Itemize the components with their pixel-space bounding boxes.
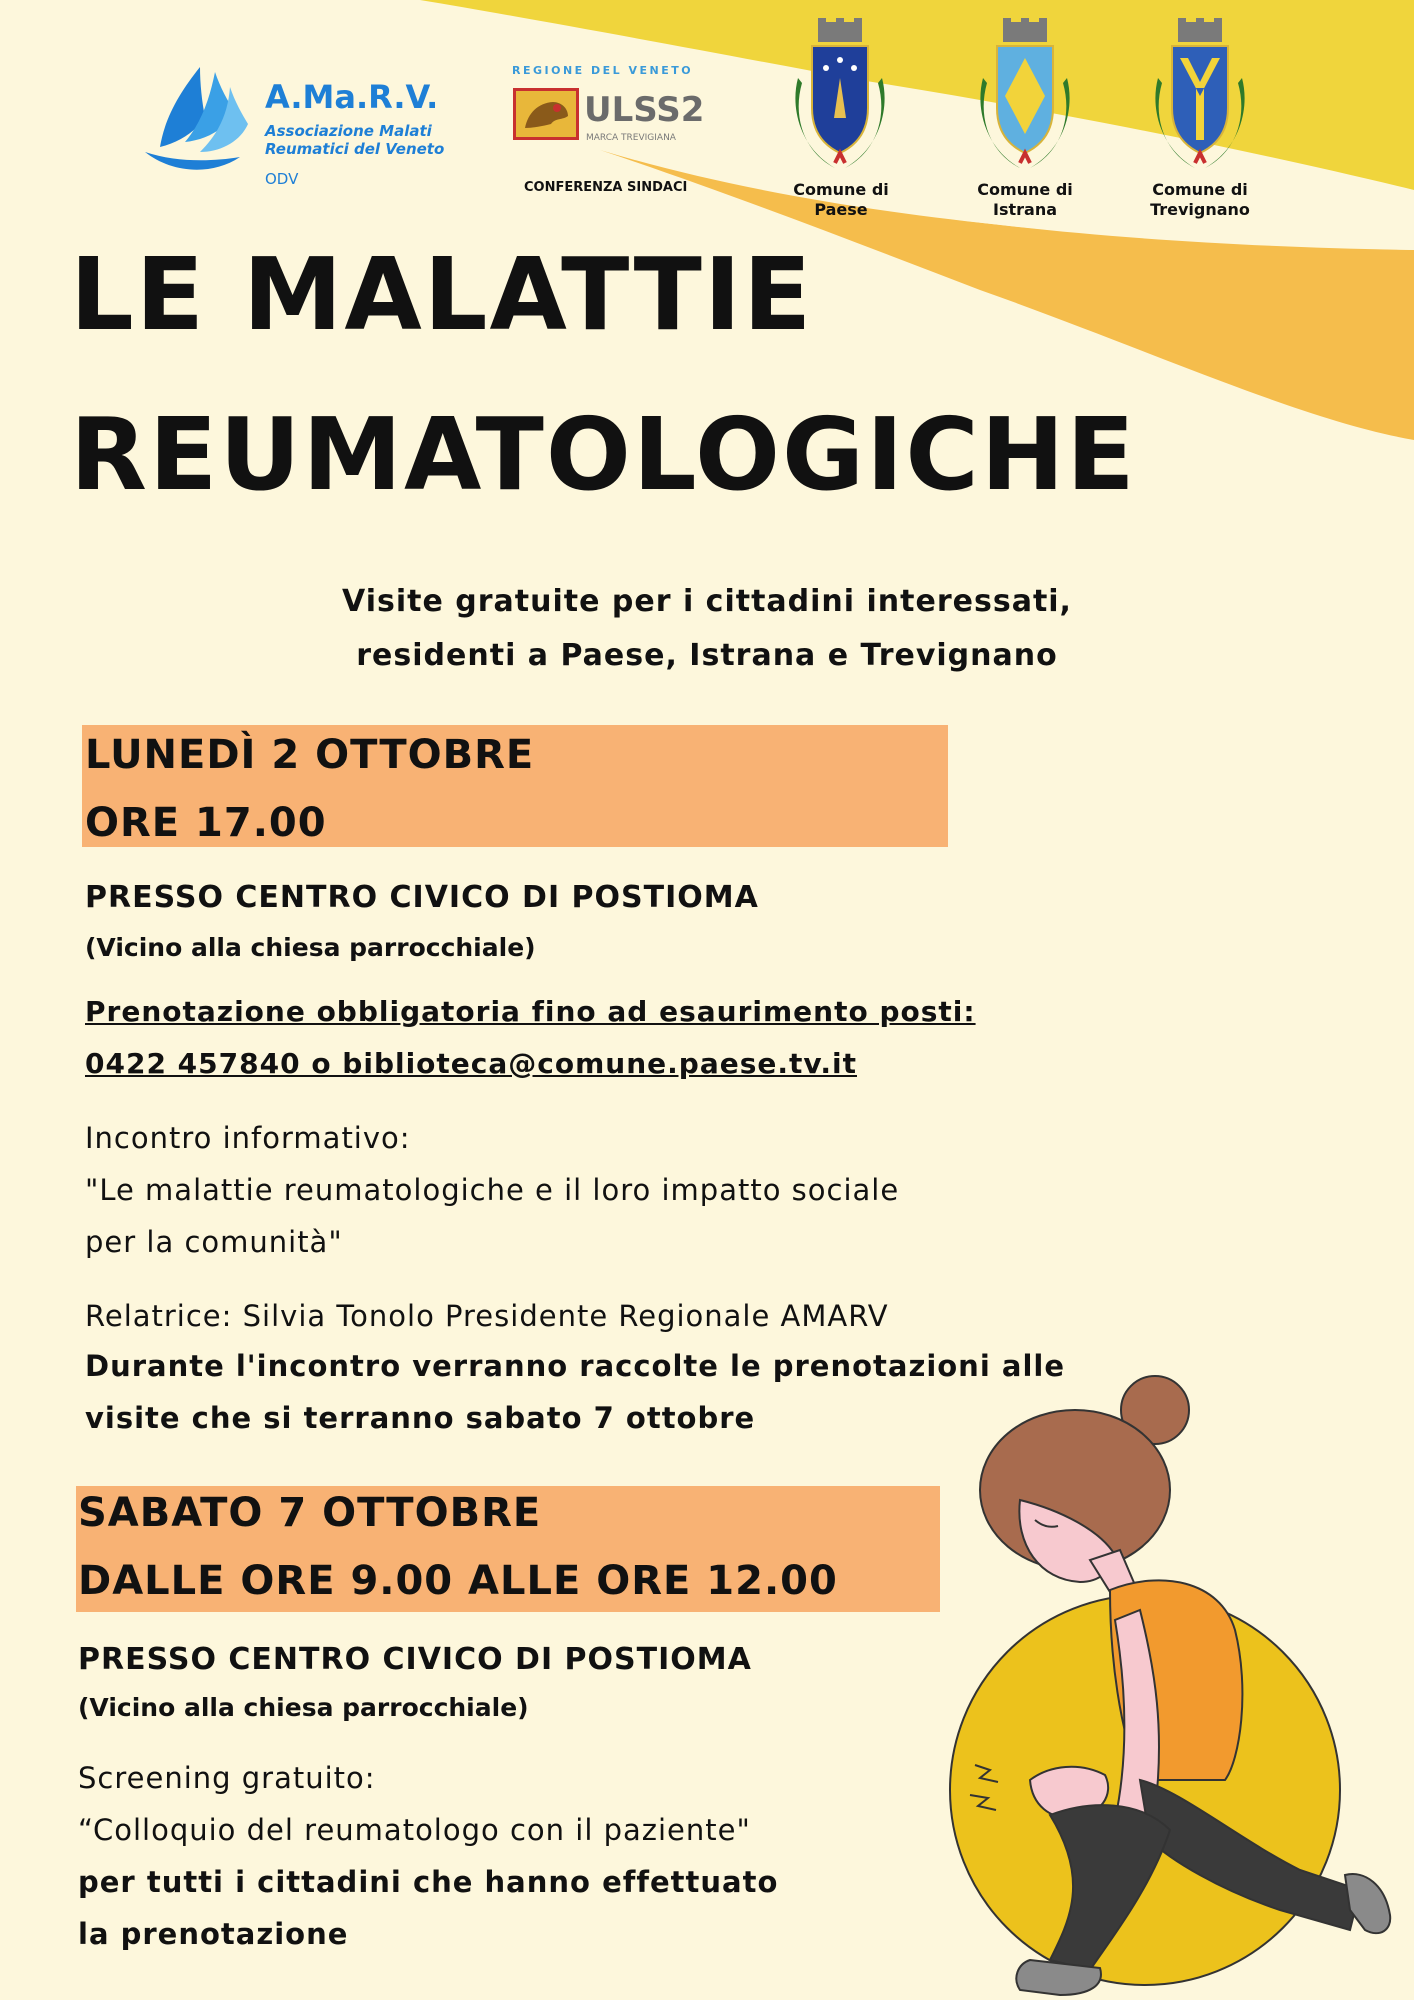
- ulss-subtitle: MARCA TREVIGIANA: [586, 133, 676, 143]
- conferenza-sindaci-label: CONFERENZA SINDACI: [524, 180, 688, 195]
- event2-for-line1: per tutti i cittadini che hanno effettuato: [78, 1865, 779, 1899]
- event1-during-line1: Durante l'incontro verranno raccolte le prenotazioni alle: [85, 1349, 1065, 1383]
- paese-coat-of-arms-icon: [780, 18, 900, 173]
- comune-istrana-label: [940, 180, 1110, 220]
- comune-trevignano-line1: Comune di: [1152, 180, 1248, 199]
- comune-paese-line1: Comune di: [793, 180, 889, 199]
- amarv-odv: ODV: [265, 170, 299, 188]
- amarv-subtitle-line1: Associazione Malati: [265, 122, 432, 140]
- istrana-coat-of-arms-icon: [965, 18, 1085, 173]
- event1-booking-line1: Prenotazione obbligatoria fino ad esaurimento posti:: [85, 995, 976, 1028]
- trevignano-coat-of-arms-icon: [1140, 18, 1260, 173]
- amarv-name: A.Ma.R.V.: [265, 78, 439, 116]
- amarv-logo-icon: [140, 62, 260, 182]
- event1-info: [85, 1112, 899, 1268]
- event1-during-line2: visite che si terranno sabato 7 ottobre: [85, 1401, 756, 1435]
- subtitle-line1: Visite gratuite per i cittadini interessati,: [342, 584, 1072, 619]
- venice-lion-emblem-icon: [513, 88, 579, 140]
- event2-place: PRESSO CENTRO CIVICO DI POSTIOMA: [78, 1642, 752, 1677]
- event1-time: ORE 17.00: [85, 800, 327, 846]
- event1-info-line3: per la comunità": [85, 1225, 343, 1259]
- event2-screening-line1: Screening gratuito:: [78, 1761, 376, 1795]
- subtitle: [0, 575, 1414, 683]
- event2-for: [78, 1856, 778, 1960]
- event1-info-line2: "Le malattie reumatologiche e il loro impatto sociale: [85, 1173, 900, 1207]
- comune-paese-label: [756, 180, 926, 220]
- ulss-region-label: REGIONE DEL VENETO: [512, 64, 694, 77]
- comune-istrana-line2: Istrana: [993, 200, 1057, 219]
- comune-paese-line2: Paese: [814, 200, 868, 219]
- event2-screening-line2: “Colloquio del reumatologo con il paziente": [78, 1813, 751, 1847]
- amarv-subtitle: [265, 122, 465, 158]
- page-title-line1: LE MALATTIE: [70, 236, 814, 353]
- page-title-line2: REUMATOLOGICHE: [70, 396, 1137, 513]
- event1-booking-contact[interactable]: 0422 457840 o biblioteca@comune.paese.tv.it: [85, 1047, 857, 1080]
- event1-speaker: Relatrice: Silvia Tonolo Presidente Regionale AMARV: [85, 1299, 889, 1333]
- event1-info-line1: Incontro informativo:: [85, 1121, 411, 1155]
- event1-place-note: (Vicino alla chiesa parrocchiale): [85, 933, 536, 962]
- woman-with-exercise-ball-illustration: [940, 1370, 1414, 2000]
- comune-trevignano-label: [1115, 180, 1285, 220]
- comune-istrana-line1: Comune di: [977, 180, 1073, 199]
- event1-date: LUNEDÌ 2 OTTOBRE: [85, 732, 535, 778]
- amarv-subtitle-line2: Reumatici del Veneto: [265, 140, 445, 158]
- event1-during: [85, 1340, 1065, 1444]
- event2-place-note: (Vicino alla chiesa parrocchiale): [78, 1693, 529, 1722]
- event2-time: DALLE ORE 9.00 ALLE ORE 12.00: [78, 1558, 838, 1604]
- comune-trevignano-line2: Trevignano: [1150, 200, 1250, 219]
- ulss-wordmark: ULSS2: [584, 90, 705, 130]
- event2-screening: [78, 1752, 751, 1856]
- event2-date: SABATO 7 OTTOBRE: [78, 1490, 542, 1536]
- event1-place: PRESSO CENTRO CIVICO DI POSTIOMA: [85, 880, 759, 915]
- subtitle-line2: residenti a Paese, Istrana e Trevignano: [356, 638, 1058, 673]
- event2-for-line2: la prenotazione: [78, 1917, 349, 1951]
